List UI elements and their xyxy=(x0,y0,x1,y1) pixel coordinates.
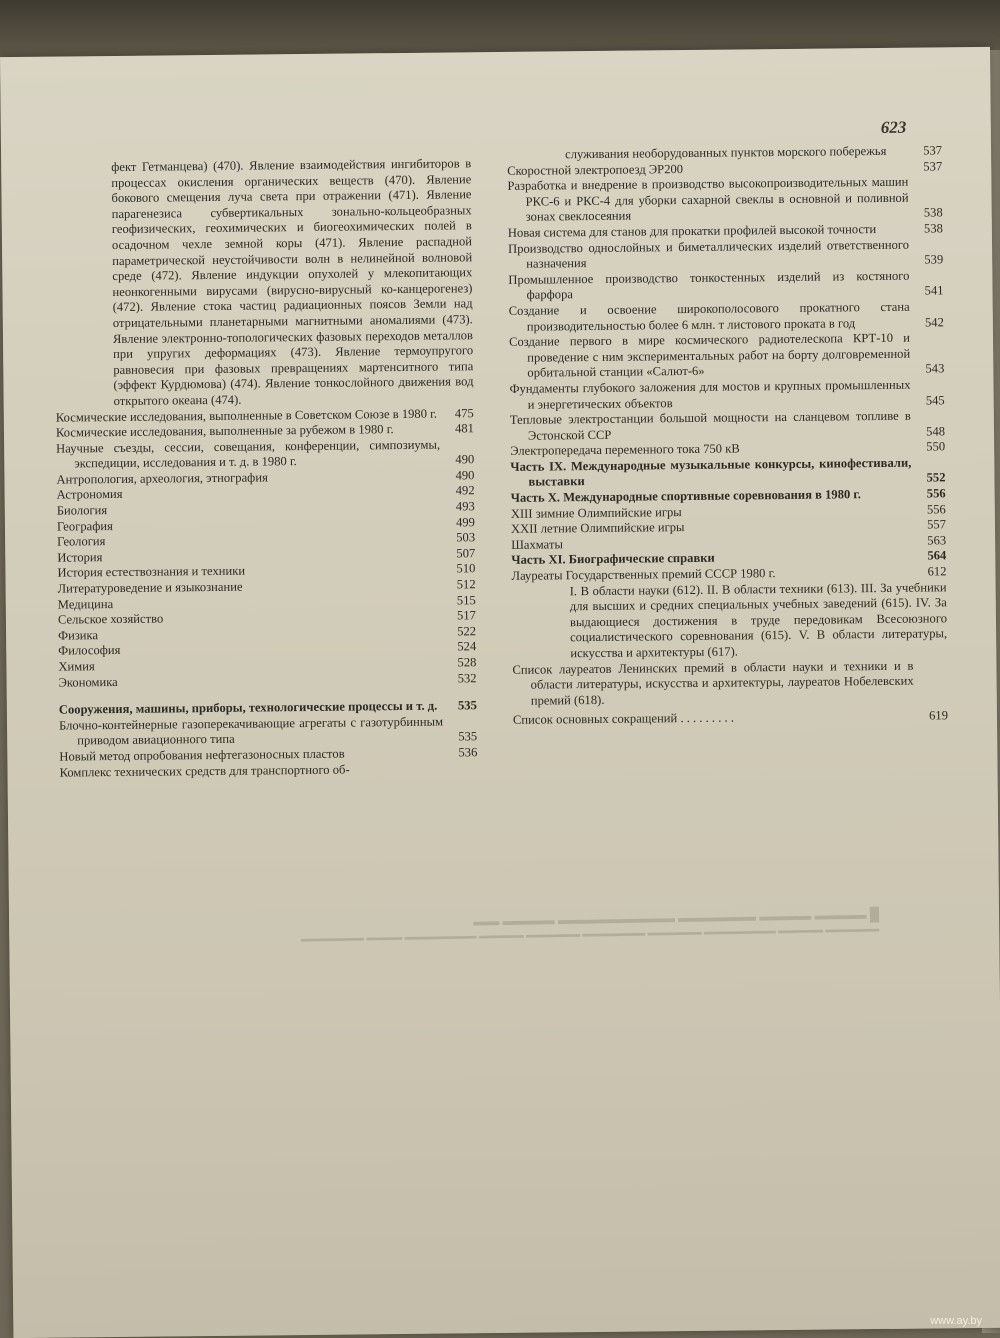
toc-entry xyxy=(509,299,944,335)
toc-entry-text: Промышленное производство тонкостенных изделий из костяного фарфора xyxy=(508,268,910,303)
toc-entry-text: Медицина xyxy=(57,596,114,612)
toc-entry-text: Литературоведение и языкознание xyxy=(57,579,243,596)
bleed-through-imprint xyxy=(159,906,879,948)
toc-entry-page: 515 xyxy=(456,592,476,608)
toc-entry xyxy=(508,268,943,304)
toc-entry-text: Астрономия xyxy=(56,487,123,503)
toc-entry-text: География xyxy=(56,518,113,534)
toc-entry-text: Фундаменты глубокого заложения для мостов и крупных промышленных и энергетических объектов xyxy=(509,377,911,412)
toc-entry-page: 512 xyxy=(456,577,476,592)
toc-entry-page: 481 xyxy=(454,421,475,436)
page-number: 623 xyxy=(880,117,907,137)
toc-entry xyxy=(59,761,477,781)
toc-entry-text: Часть IX. Международные музыкальные конкурсы, кинофестивали, выставки xyxy=(510,455,912,490)
toc-entry-text: Скоростной электропоезд ЭР200 xyxy=(507,161,684,178)
imprint-block-graphic-2: ▬▬▬▬▬▬ ▬▬▬▬▬ ▬▬▬▬▬▬▬▬ ▬▬▬▬▬▬ ▬▬▬▬▬▬▬ ▬▬▬▬▬▬ ▬▬▬▬▬ ▬▬▬▬▬▬▬▬ ▬▬▬▬ ▬▬▬▬▬▬▬ xyxy=(301,923,880,944)
toc-entry-text: Экономика xyxy=(58,674,118,690)
toc-entry-page: 490 xyxy=(455,468,475,483)
toc-entry xyxy=(56,437,474,473)
right-column xyxy=(507,143,948,728)
toc-entry-page: 548 xyxy=(926,423,946,439)
toc-entry-page: 510 xyxy=(456,561,476,576)
toc-entry-page: 528 xyxy=(457,655,477,670)
toc-entry-text: Комплекс технических средств для транспортного об- xyxy=(59,762,350,780)
toc-entry-page: 532 xyxy=(457,670,477,686)
toc-entry-page: 552 xyxy=(926,470,946,485)
toc-entry-page: 535 xyxy=(458,729,478,744)
toc-entry-page: 612 xyxy=(927,564,947,579)
toc-entry-text: Биология xyxy=(56,503,108,518)
toc-entry-text: Сооружения, машины, приборы, технологические процессы и т. д. xyxy=(58,698,438,717)
toc-entry-page: 557 xyxy=(927,517,947,532)
left-column xyxy=(53,156,477,780)
toc-entry-text: Научные съезды, сессии, совещания, конференции, симпозиумы, экспедиции, исследования и т. д. в 1980 г. xyxy=(56,437,441,471)
toc-entry-text: Новая система для станов для прокатки профилей высокой точности xyxy=(507,221,877,240)
toc-entry-text: Блочно-контейнерные газоперекачивающие агрегаты с газотурбинным приводом авиационного типа xyxy=(58,714,444,748)
toc-entry-text: Антропология, археология, этнография xyxy=(56,470,268,487)
toc-entry-page: 563 xyxy=(927,533,947,548)
toc-entry-page: 537 xyxy=(923,158,943,174)
toc-entry-page: 542 xyxy=(924,314,944,330)
phenomena-list: фект Гетманцева) (470). Явление взаимодействия ингибиторов в процессах окисления органических веществ (470). Явление бокового смещения луча света при отражении (471). Явление парагенезиса субвертикальных зонально-кольцеобразных геофизических, геохимических и биогеохимических полей в осадочном чехле земной коры (471). Явление распадной параметрической неустойчивости волн в нелинейной волновой среде (472). Явление индукции опухолей у млекопитающих неонкогенными вирусами (вирусно-вирусный ко-канцерогенез) (472). Явление стока частиц радиационных поясов Земли над отрицательными планетарными магнитными аномалиями (473). Явление электронно-топологических фазовых переходов металлов при упругих деформациях (473). Явление термоупругого равновесия при фазовых превращениях мартенситного типа (эффект Курдюмова) (474). Явление тонкослойного движения вод открытого океана (474). xyxy=(111,156,474,408)
toc-entry-text: Лауреаты Государственных премий СССР 1980 г. xyxy=(511,566,776,583)
toc-entry-page: 524 xyxy=(457,639,477,654)
toc-entry-page: 536 xyxy=(458,745,478,760)
left-toc-entries-2 xyxy=(59,698,478,780)
toc-entry-page: 564 xyxy=(927,548,947,563)
toc-entry xyxy=(509,377,944,413)
toc-entry-text: Создание и освоение широкополосового прокатного стана производительностью более 6 млн. т листового проката в год xyxy=(508,299,910,334)
toc-entry-text: Создание первого в мире космического радиотелескопа КРТ-10 и проведение с ним экспериментальных работ на борту долговременной орбитальной станции «Салют-6» xyxy=(508,330,911,380)
toc-entry-text: Химия xyxy=(58,659,95,674)
toc-entry-page: 493 xyxy=(455,499,475,514)
toc-entry-text: XXII летние Олимпийские игры xyxy=(510,520,685,537)
left-toc-entries xyxy=(56,406,477,691)
toc-entry xyxy=(508,237,943,273)
toc-entry-page: 538 xyxy=(923,221,943,236)
toc-entry-text: Электропередача переменного тока 750 кВ xyxy=(510,441,740,459)
toc-entry-text: Шахматы xyxy=(511,537,563,552)
toc-entry-text: История xyxy=(57,549,103,565)
toc-entry-text: Философия xyxy=(58,643,121,659)
toc-entry-page: 556 xyxy=(926,486,946,501)
toc-entry-text: XIII зимние Олимпийские игры xyxy=(510,504,682,521)
toc-entry xyxy=(59,714,477,750)
toc-entry-page: 550 xyxy=(926,439,946,454)
toc-entry-text: История естествознания и техники xyxy=(57,564,246,581)
toc-entry-lenin xyxy=(512,658,947,709)
toc-entry-page: 543 xyxy=(925,361,945,376)
toc-entry xyxy=(507,175,942,226)
toc-entry-page: 538 xyxy=(923,205,943,220)
toc-entry-text: Тепловые электростанции большой мощности на сланцевом топливе в Эстонской ССР xyxy=(509,408,911,443)
toc-entry-text: Геология xyxy=(57,534,106,549)
toc-entry-page: 556 xyxy=(926,501,946,517)
toc-entry-page: 539 xyxy=(924,252,944,267)
toc-entry-page: 499 xyxy=(455,514,475,530)
toc-entry-page: 522 xyxy=(457,624,477,639)
toc-entry-text: Новый метод опробования нефтегазоносных пластов xyxy=(59,746,345,764)
toc-entry-page: 507 xyxy=(456,546,476,561)
toc-entry-text: Космические исследования, выполненные за рубежом в 1980 г. xyxy=(55,422,394,440)
right-toc-entries xyxy=(507,143,947,584)
toc-entry-page: 619 xyxy=(929,708,949,723)
imprint-block-graphic: █ ▬▬▬▬ ▬▬▬▬ ▬▬▬▬▬▬ ▬▬▬▬▬▬▬▬▬ ▬▬▬▬ ▬▬ xyxy=(473,906,880,929)
toc-entry-page: 545 xyxy=(925,392,945,408)
book-page xyxy=(0,47,1000,1338)
toc-entry-page: 490 xyxy=(455,452,475,467)
toc-entry-page: 535 xyxy=(457,698,477,713)
toc-entry-text: служивания необорудованных пунктов морского побережья xyxy=(565,143,887,162)
toc-entry-text: Физика xyxy=(58,628,99,643)
toc-entry-text: Часть XI. Биографические справки xyxy=(511,551,715,568)
toc-entry-page: 475 xyxy=(454,405,474,420)
toc-entry-abbreviations xyxy=(513,709,948,729)
site-watermark: www.ay.by xyxy=(930,1315,982,1327)
toc-entry-text: Космические исследования, выполненные в Советском Союзе в 1980 г. xyxy=(55,406,438,425)
toc-entry xyxy=(509,330,944,381)
toc-entry-text: Разработка и внедрение в производство высокопроизводительных машин РКС-6 и РКС-4 для уборки сахарной свеклы в основной и поливной зонах свеклосеяния xyxy=(507,174,909,225)
toc-entry xyxy=(510,408,945,444)
toc-entry-page: 503 xyxy=(456,530,476,545)
toc-entry-text: Сельское хозяйство xyxy=(57,611,164,627)
toc-entry-text: Список основных сокращений . . . . . . . . . xyxy=(512,710,734,728)
laureates-sub-list: I. В области науки (612). II. В области техники (613). III. За учебники для высших и средних специальных учебных заведений (615). IV. За выдающиеся достижения в труде передовикам Всесоюзного социалистического соревнования (615). V. В области литературы, искусства и архитектуры (617). xyxy=(569,579,948,661)
toc-entry-page: 537 xyxy=(923,143,943,158)
toc-entry-text: Список лауреатов Ленинских премий в области науки и техники и в области литературы, искусства и архитектуры, лауреатов Нобелевских премий (618). xyxy=(512,658,914,708)
toc-entry-text: Часть X. Международные спортивные соревнования в 1980 г. xyxy=(510,487,861,505)
toc-entry-page: 517 xyxy=(456,608,476,623)
toc-entry-text: Производство однослойных и биметаллических изделий ответственного назначения xyxy=(507,237,910,271)
toc-entry-page: 492 xyxy=(455,483,475,498)
toc-entry xyxy=(510,455,945,491)
toc-entry-page: 541 xyxy=(924,283,944,298)
